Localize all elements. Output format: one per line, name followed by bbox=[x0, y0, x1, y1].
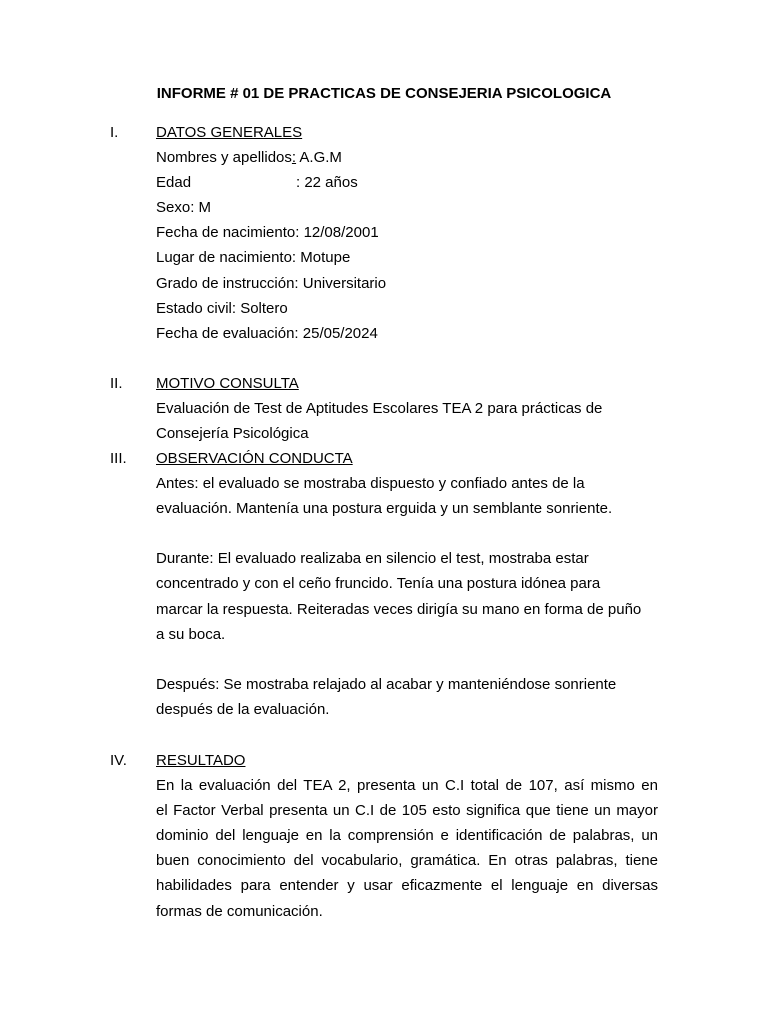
report-title: INFORME # 01 DE PRACTICAS DE CONSEJERIA PSICOLOGICA bbox=[156, 85, 612, 102]
section-number: IV. bbox=[110, 752, 127, 769]
paragraph-despues-line: después de la evaluación. bbox=[156, 700, 330, 718]
field-edad: Edad : 22 años bbox=[156, 174, 358, 192]
section-datos-generales bbox=[110, 120, 670, 346]
section-number: III. bbox=[110, 450, 127, 467]
section-number: II. bbox=[110, 375, 123, 392]
section-heading: MOTIVO CONSULTA bbox=[156, 375, 299, 392]
paragraph-antes-line: evaluación. Mantenía una postura erguida y un semblante sonriente. bbox=[156, 500, 613, 518]
field-fecha-nacimiento: Fecha de nacimiento: 12/08/2001 bbox=[156, 224, 379, 242]
section-motivo-consulta bbox=[110, 371, 670, 446]
paragraph-resultado-line: buen conocimiento del vocabulario, gramática. En otras palabras, tiene bbox=[156, 852, 658, 870]
paragraph-line: Consejería Psicológica bbox=[156, 425, 309, 443]
paragraph-durante-line: concentrado y con el ceño fruncido. Tenía una postura idónea para bbox=[156, 575, 601, 593]
section-number: I. bbox=[110, 124, 119, 141]
paragraph-despues-line: Después: Se mostraba relajado al acabar y manteniéndose sonriente bbox=[156, 675, 617, 693]
paragraph-resultado-line: dominio del lenguaje en la comprensión e identificación de palabras, un bbox=[156, 827, 658, 845]
section-observacion-conducta bbox=[110, 446, 670, 722]
field-nombres: Nombres y apellidos: A.G.M bbox=[156, 149, 342, 167]
section-heading: DATOS GENERALES bbox=[156, 124, 303, 141]
paragraph-antes-line: Antes: el evaluado se mostraba dispuesto y confiado antes de la bbox=[156, 475, 585, 493]
paragraph-line: Evaluación de Test de Aptitudes Escolares TEA 2 para prácticas de bbox=[156, 400, 603, 418]
section-resultado bbox=[110, 748, 670, 924]
paragraph-resultado-line: habilidades para entender y usar eficazmente el lenguaje en diversas bbox=[156, 877, 658, 895]
paragraph-resultado-line: el Factor Verbal presenta un C.I de 105 esto significa que tiene un mayor bbox=[156, 802, 658, 820]
paragraph-resultado-line: formas de comunicación. bbox=[156, 902, 323, 920]
field-grado-instruccion: Grado de instrucción: Universitario bbox=[156, 274, 387, 292]
field-fecha-evaluacion: Fecha de evaluación: 25/05/2024 bbox=[156, 324, 378, 342]
paragraph-durante-line: a su boca. bbox=[156, 625, 226, 643]
field-estado-civil: Estado civil: Soltero bbox=[156, 299, 288, 317]
field-lugar-nacimiento: Lugar de nacimiento: Motupe bbox=[156, 249, 351, 267]
section-heading: OBSERVACIÓN CONDUCTA bbox=[156, 450, 353, 467]
section-heading: RESULTADO bbox=[156, 752, 246, 769]
paragraph-resultado-line: En la evaluación del TEA 2, presenta un C.I total de 107, así mismo en bbox=[156, 777, 658, 795]
paragraph-durante-line: Durante: El evaluado realizaba en silencio el test, mostraba estar bbox=[156, 550, 589, 568]
paragraph-durante-line: marcar la respuesta. Reiteradas veces dirigía su mano en forma de puño bbox=[156, 600, 642, 618]
field-sexo: Sexo: M bbox=[156, 199, 212, 217]
